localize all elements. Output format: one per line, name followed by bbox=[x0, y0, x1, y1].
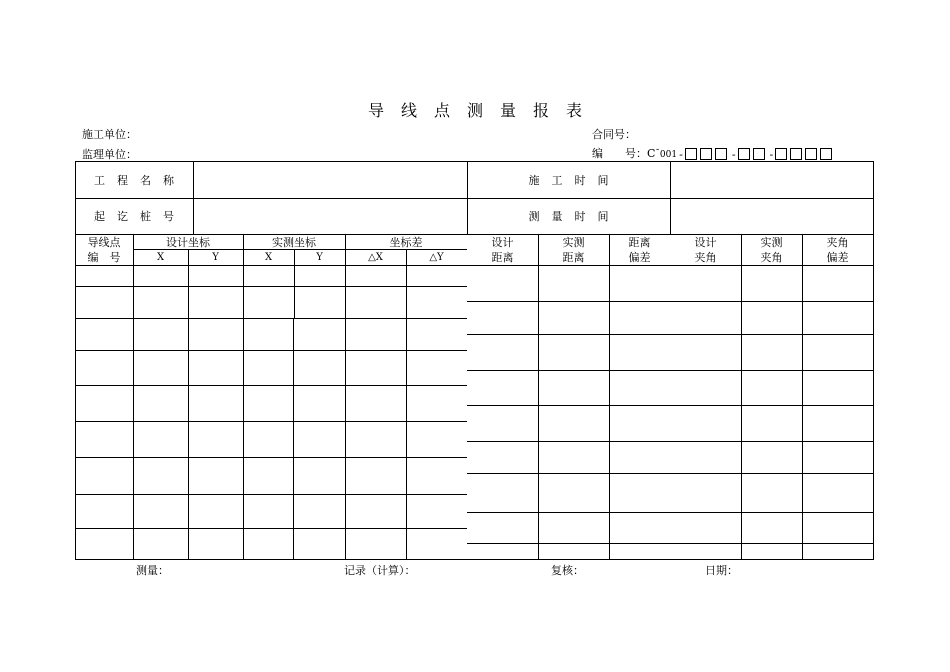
col-design-distance-l2: 距离 bbox=[491, 251, 514, 264]
footer-recorder: 记录（计算）： bbox=[344, 564, 416, 577]
col-distance-deviation-l2: 偏差 bbox=[628, 251, 651, 264]
construction-time-label: 施工时间 bbox=[528, 174, 621, 187]
col-measured-x: X bbox=[264, 252, 273, 263]
col-design-y: Y bbox=[212, 252, 219, 263]
col-angle-deviation-l2: 偏差 bbox=[826, 251, 849, 264]
col-design-distance-l1: 设计 bbox=[491, 236, 514, 249]
footer-date: 日期： bbox=[705, 564, 738, 577]
contract-no-label: 合同号： bbox=[592, 128, 636, 141]
serial-code: 001 bbox=[659, 150, 678, 160]
start-end-stake-label: 起讫桩号 bbox=[94, 210, 186, 223]
serial-prefix: C bbox=[647, 147, 656, 160]
project-name-value[interactable] bbox=[193, 163, 467, 198]
col-design-x: X bbox=[156, 252, 165, 263]
col-traverse-point-line1: 导线点 bbox=[87, 236, 121, 249]
col-measured-coord: 实测坐标 bbox=[272, 236, 316, 249]
footer-reviewer: 复核： bbox=[551, 564, 584, 577]
col-measured-distance-l2: 距离 bbox=[562, 251, 585, 264]
project-name-label: 工程名称 bbox=[94, 174, 186, 187]
survey-time-value[interactable] bbox=[670, 199, 873, 234]
page-title: 导线点测量报表 bbox=[367, 101, 599, 120]
col-design-angle-l1: 设计 bbox=[694, 236, 717, 249]
supervision-unit-label: 监理单位： bbox=[82, 148, 137, 161]
col-measured-angle-l1: 实测 bbox=[760, 236, 783, 249]
col-angle-deviation-l1: 夹角 bbox=[826, 236, 849, 249]
col-measured-distance-l1: 实测 bbox=[562, 236, 585, 249]
col-design-angle-l2: 夹角 bbox=[694, 251, 717, 264]
survey-time-label: 测量时间 bbox=[528, 210, 621, 223]
serial-number: 编 号：C¯001 - - - bbox=[592, 145, 835, 161]
start-end-stake-value[interactable] bbox=[193, 199, 467, 234]
col-measured-y: Y bbox=[316, 252, 323, 263]
col-delta-x: △X bbox=[368, 252, 383, 263]
col-delta-y: △Y bbox=[429, 252, 444, 263]
col-traverse-point-line2: 编 号 bbox=[87, 251, 121, 264]
col-distance-deviation-l1: 距离 bbox=[628, 236, 651, 249]
serial-label: 编 号： bbox=[592, 147, 647, 160]
col-coord-diff: 坐标差 bbox=[389, 236, 423, 249]
construction-unit-label: 施工单位： bbox=[82, 128, 137, 141]
col-design-coord: 设计坐标 bbox=[166, 236, 210, 249]
footer-surveyor: 测量： bbox=[136, 564, 169, 577]
col-measured-angle-l2: 夹角 bbox=[760, 251, 783, 264]
construction-time-value[interactable] bbox=[670, 163, 873, 198]
